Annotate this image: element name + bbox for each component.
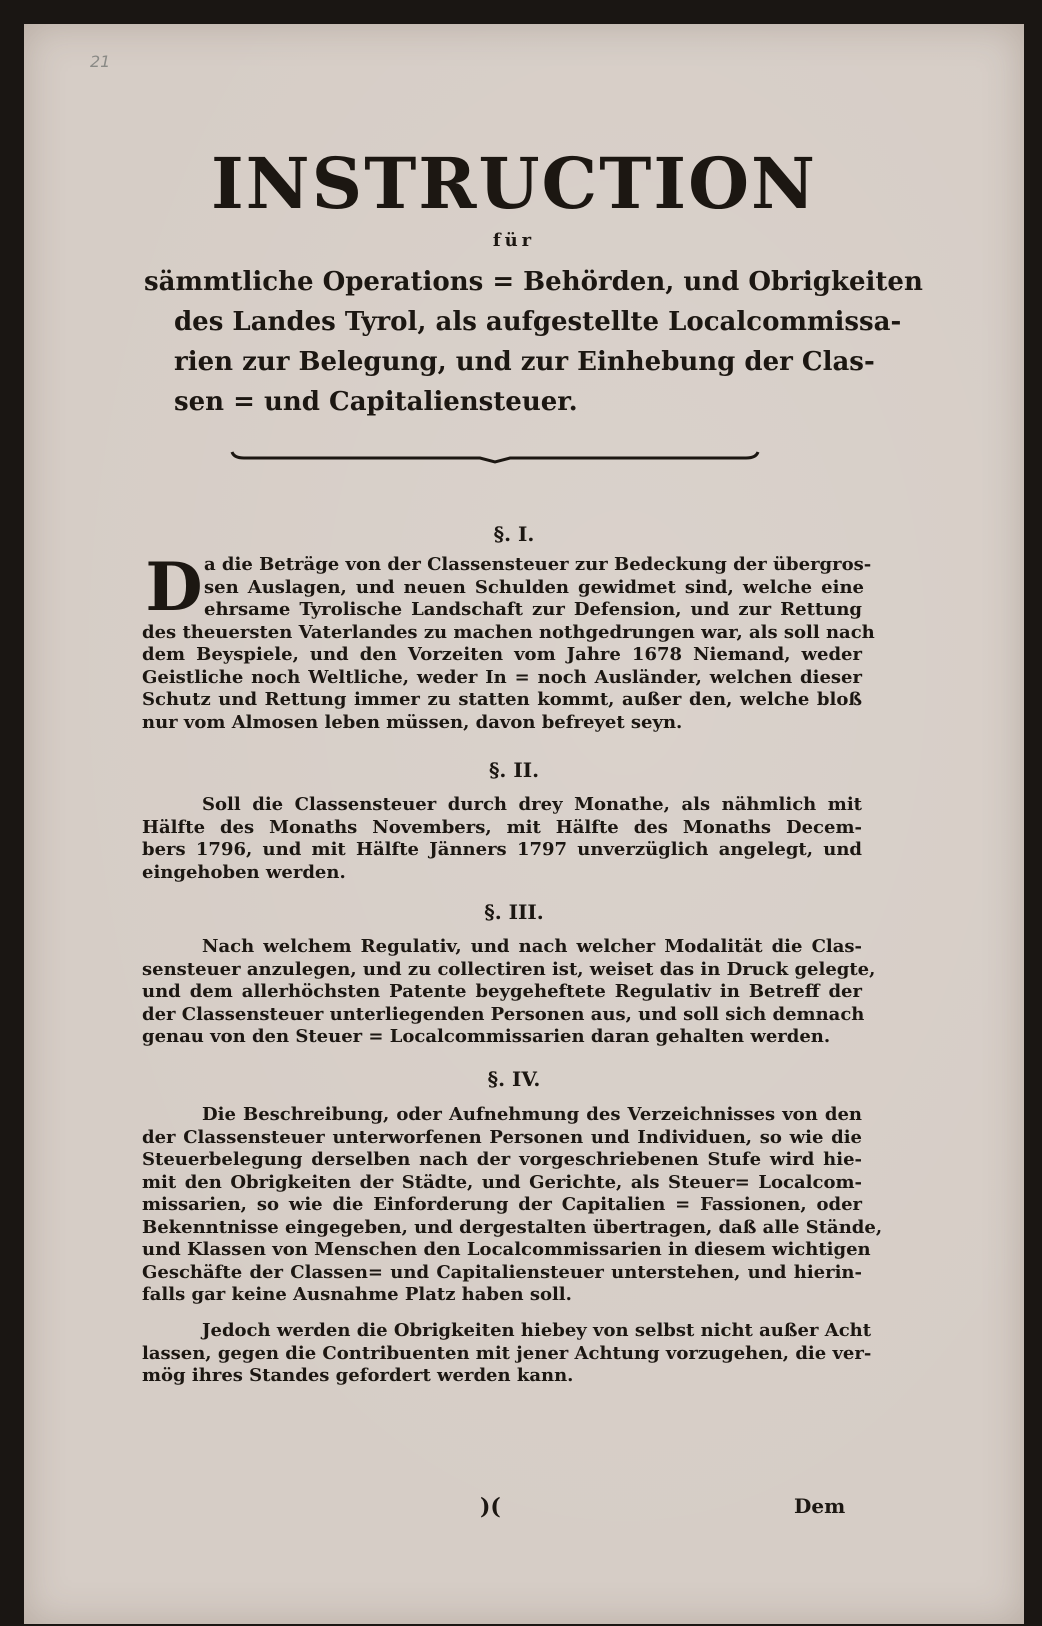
text-line: dem Beyspiele, und den Vorzeiten vom Jahre 1678 Niemand, weder [142, 644, 862, 665]
section-paragraph [142, 936, 876, 1049]
text-line: und dem allerhöchsten Patente beygeheftete Regulativ in Betreff der [142, 981, 862, 1002]
drop-capital: D [145, 548, 203, 626]
subtitle-line: sämmtliche Operations = Behörden, und Obrigkeiten [144, 267, 923, 297]
text-line: Schutz und Rettung immer zu statten kommt, außer den, welche bloß [142, 689, 862, 710]
text-line: der Classensteuer unterworfenen Personen und Individuen, so wie die [142, 1126, 862, 1148]
text-line: mög ihres Standes gefordert werden kann. [142, 1365, 574, 1386]
text-line: ehrsame Tyrolische Landschaft zur Defension, und zur Rettung [204, 599, 862, 620]
text-line: Die Beschreibung, oder Aufnehmung des Verzeichnisses von den [202, 1104, 862, 1125]
document-subtitle [144, 262, 923, 422]
closing-paragraph [142, 1320, 872, 1388]
text-line: a die Beträge von der Classensteuer zur Bedeckung der übergros- [204, 554, 872, 575]
text-line: bers 1796, und mit Hälfte Jänners 1797 unverzüglich angelegt, und [142, 839, 862, 860]
text-line: Jedoch werden die Obrigkeiten hiebey von selbst nicht außer Acht [202, 1320, 872, 1341]
section-paragraph [142, 1104, 883, 1307]
catchword: Dem [794, 1494, 846, 1518]
section-number: §. II. [488, 758, 540, 782]
section-number: §. IV. [487, 1067, 541, 1091]
text-line: sensteuer anzulegen, und zu collectiren ist, weiset das in Druck gelegte, [142, 958, 876, 980]
text-line: Hälfte des Monaths Novembers, mit Hälfte des Monaths Decem- [142, 816, 862, 838]
subtitle-line: rien zur Belegung, und zur Einhebung der Clas- [174, 347, 875, 377]
text-line: des theuersten Vaterlandes zu machen nothgedrungen war, als soll nach [142, 621, 875, 643]
section-paragraph [204, 554, 872, 599]
text-line: genau von den Steuer = Localcommissarien daran gehalten werden. [142, 1026, 831, 1047]
section-paragraph [142, 794, 862, 884]
text-line: eingehoben werden. [142, 861, 346, 883]
text-line: lassen, gegen die Contribuenten mit jener Achtung vorzugehen, die ver- [142, 1342, 872, 1364]
subtitle-line: sen = und Capitaliensteuer. [174, 387, 578, 417]
text-line: der Classensteuer unterliegenden Personen aus, und soll sich demnach [142, 1003, 865, 1025]
text-line: Geschäfte der Classen= und Capitaliensteuer unterstehen, und hierin- [142, 1261, 862, 1283]
text-line: Steuerbelegung derselben nach der vorgeschriebenen Stufe wird hie- [142, 1149, 862, 1170]
signature-mark: )( [480, 1494, 501, 1520]
subtitle-line: des Landes Tyrol, als aufgestellte Localcommissa- [174, 307, 902, 337]
title-preposition: für [492, 230, 536, 251]
text-line: sen Auslagen, und neuen Schulden gewidmet sind, welche eine [204, 576, 864, 598]
document-page [24, 24, 1024, 1624]
section-number: §. I. [493, 522, 535, 546]
text-line: mit den Obrigkeiten der Städte, und Gerichte, als Steuer= Localcom- [142, 1171, 862, 1193]
text-line: Nach welchem Regulativ, und nach welcher Modalität die Clas- [202, 936, 862, 957]
text-line: und Klassen von Menschen den Localcommissarien in diesem wichtigen [142, 1239, 871, 1260]
text-line: falls gar keine Ausnahme Platz haben soll. [142, 1284, 572, 1305]
text-line: Soll die Classensteuer durch drey Monathe, als nähmlich mit [202, 794, 862, 815]
text-line: nur vom Almosen leben müssen, davon befreyet seyn. [142, 711, 683, 733]
ornamental-rule [230, 448, 760, 464]
pencil-folio-number: 21 [90, 52, 111, 71]
section-number: §. III. [484, 900, 544, 924]
section-paragraph [142, 599, 875, 734]
document-title: INSTRUCTION [210, 142, 818, 225]
text-line: Geistliche noch Weltliche, weder In = noch Ausländer, welchen dieser [142, 666, 862, 688]
text-line: Bekenntnisse eingegeben, und dergestalten übertragen, daß alle Stände, [142, 1216, 883, 1238]
text-line: missarien, so wie die Einforderung der Capitalien = Fassionen, oder [142, 1194, 862, 1215]
